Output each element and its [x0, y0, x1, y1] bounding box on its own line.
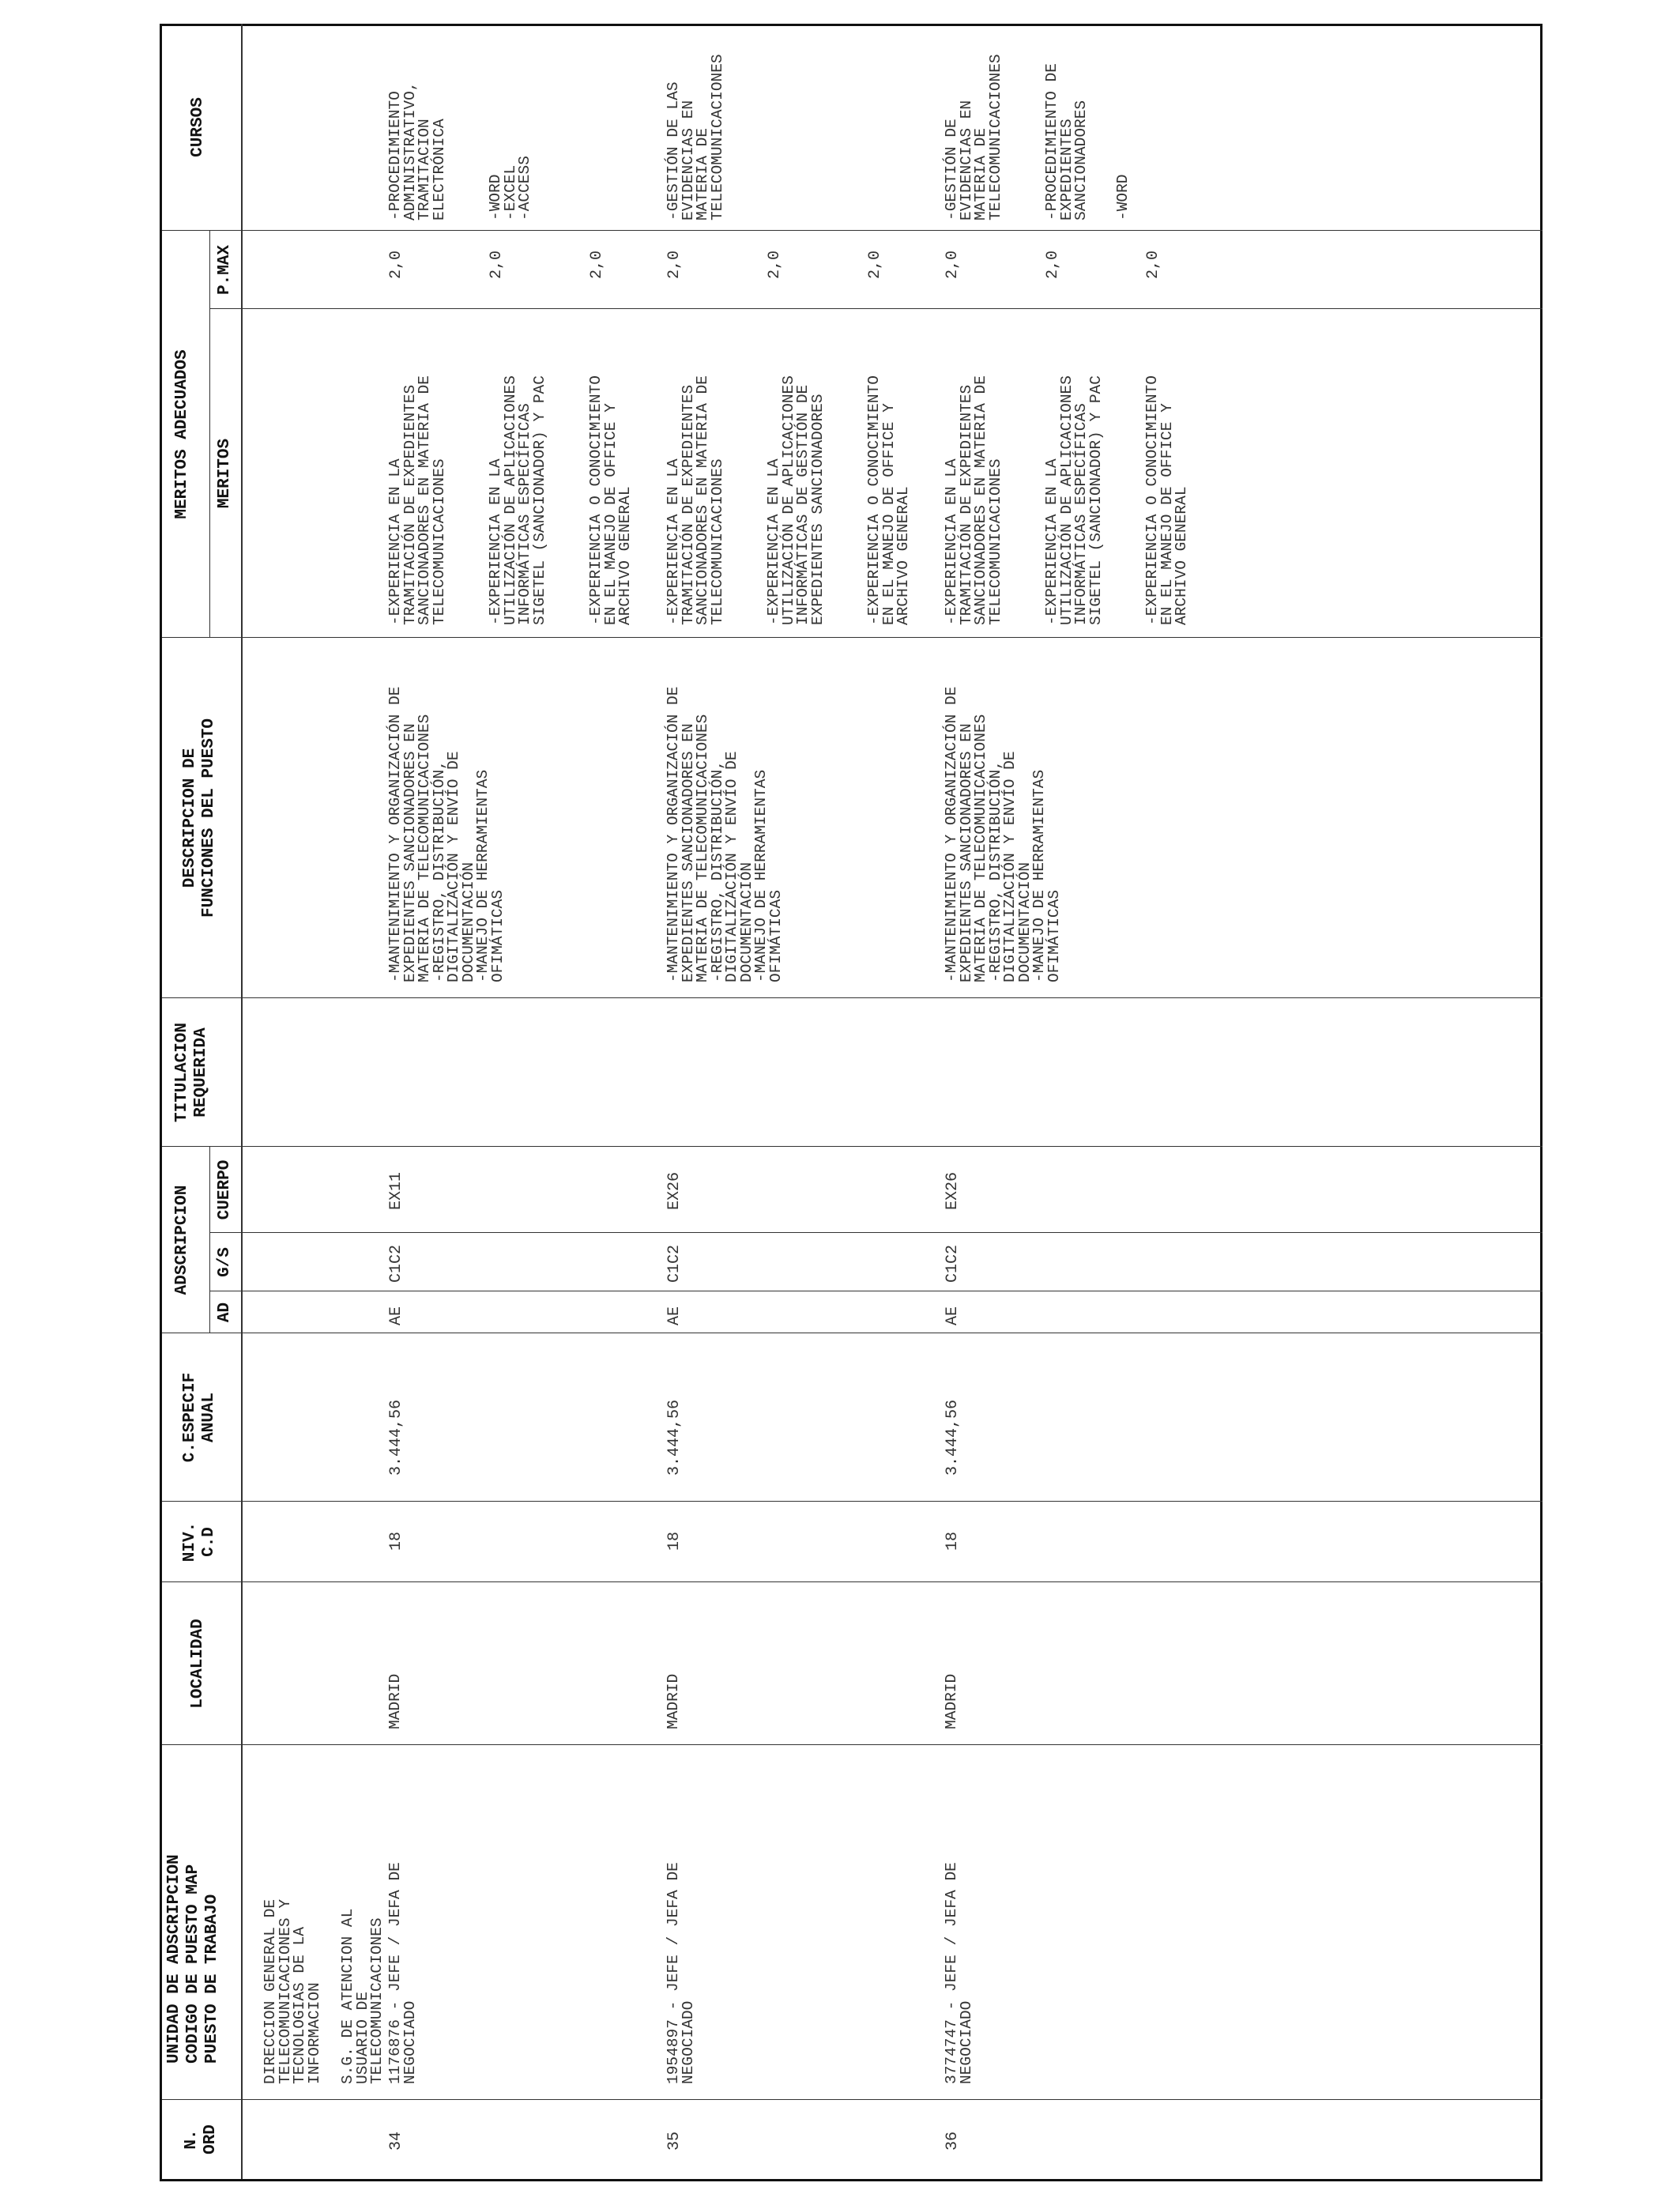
header-meritos: MERITOS — [216, 438, 234, 509]
col-line — [162, 997, 1543, 998]
adscripcion-cuerpo: EX26 — [944, 1171, 962, 1210]
adscripcion-cuerpo: EX11 — [387, 1171, 405, 1210]
descripcion-funciones: -MANTENIMIENTO Y ORGANIZACIÓN DE EXPEDIENTES SANCIONADORES EN MATERIA DE TELECOMUNICACIONES -REGISTRO, DISTRIBUCIÓN, DIGITALIZACIÓN Y ENVÍO DE DOCUMENTACIÓN -MANEJO DE HERRAMIENTAS OFIMÁTICAS — [943, 686, 1063, 982]
row-number: 36 — [944, 2131, 962, 2151]
merito-pmax: 2,0 — [866, 250, 884, 279]
merito: -EXPERIENCIA EN LA UTILIZACIÓN DE APLICACIONES INFORMÁTICAS DE GESTIÓN DE EXPEDIENTES SANCIONADORES — [765, 375, 827, 625]
adscripcion-ad: AE — [387, 1306, 405, 1325]
header-c-especif: C.ESPECIF ANUAL — [181, 1372, 218, 1463]
col-line — [209, 1232, 1543, 1233]
merito: -EXPERIENCIA EN LA UTILIZACIÓN DE APLICACIONES INFORMÁTICAS ESPECÍFICAS SIGETEL (SANCIONADOR) Y PAC — [487, 375, 548, 625]
especifico-anual: 3.444,56 — [665, 1399, 684, 1476]
merito-pmax: 2,0 — [766, 250, 784, 279]
header-ad: AD — [216, 1302, 234, 1323]
personnel-table — [160, 24, 1543, 2181]
merito: -EXPERIENCIA EN LA TRAMITACIÓN DE EXPEDIENTES SANCIONADORES EN MATERIA DE TELECOMUNICACIONES — [943, 375, 1004, 625]
merito: -EXPERIENCIA EN LA UTILIZACIÓN DE APLICACIONES INFORMÁTICAS ESPECÍFICAS SIGETEL (SANCIONADOR) Y PAC — [1043, 375, 1105, 625]
especifico-anual: 3.444,56 — [944, 1399, 962, 1476]
col-line — [209, 308, 1543, 309]
merito: -EXPERIENCIA O CONOCIMIENTO EN EL MANEJO DE OFFICE Y ARCHIVO GENERAL — [587, 375, 634, 625]
row-number: 35 — [665, 2131, 684, 2151]
adscripcion-gs: C1C2 — [944, 1244, 962, 1283]
col-line — [162, 2099, 1543, 2100]
puesto-trabajo: 3774747 - JEFE / JEFA DE NEGOCIADO — [943, 1862, 975, 2084]
adscripcion-split-line — [209, 1147, 210, 1333]
header-meritos-adecuados: MERITOS ADECUADOS — [173, 349, 191, 519]
adscripcion-ad: AE — [944, 1306, 962, 1325]
merito-pmax: 2,0 — [1044, 250, 1062, 279]
col-line — [162, 1501, 1543, 1502]
curso: -WORD -EXCEL -ACCESS — [487, 156, 533, 221]
curso: -WORD — [1114, 174, 1132, 221]
header-gs: G/S — [216, 1247, 234, 1277]
header-unidad: UNIDAD DE ADSCRIPCION CODIGO DE PUESTO MAP PUESTO DE TRABAJO — [165, 1854, 221, 2064]
col-line — [162, 1744, 1543, 1745]
merito-pmax: 2,0 — [387, 250, 405, 279]
merito-pmax: 2,0 — [665, 250, 684, 279]
merito: -EXPERIENCIA EN LA TRAMITACIÓN DE EXPEDIENTES SANCIONADORES EN MATERIA DE TELECOMUNICACIONES — [386, 375, 448, 625]
adscripcion-cuerpo: EX26 — [665, 1171, 684, 1210]
header-titulacion: TITULACION REQUERIDA — [173, 1022, 210, 1123]
localidad: MADRID — [665, 1673, 682, 1729]
descripcion-funciones: -MANTENIMIENTO Y ORGANIZACIÓN DE EXPEDIENTES SANCIONADORES EN MATERIA DE TELECOMUNICACIONES -REGISTRO, DISTRIBUCIÓN, DIGITALIZACIÓN Y ENVÍO DE DOCUMENTACIÓN -MANEJO DE HERRAMIENTAS OFIMÁTICAS — [386, 686, 507, 982]
curso: -PROCEDIMIENTO DE EXPEDIENTES SANCIONADORES — [1043, 63, 1090, 221]
merito: -EXPERIENCIA O CONOCIMIENTO EN EL MANEJO DE OFFICE Y ARCHIVO GENERAL — [1143, 375, 1190, 625]
col-line — [162, 1581, 1543, 1582]
merito-pmax: 2,0 — [944, 250, 962, 279]
header-descripcion: DESCRIPCION DE FUNCIONES DEL PUESTO — [181, 718, 218, 918]
puesto-trabajo: 1176876 - JEFE / JEFA DE NEGOCIADO — [386, 1862, 419, 2084]
localidad: MADRID — [386, 1673, 404, 1729]
especifico-anual: 3.444,56 — [387, 1399, 405, 1476]
merito-pmax: 2,0 — [488, 250, 506, 279]
header-n-ord: N. ORD — [183, 2124, 220, 2154]
header-bottom-line — [241, 24, 243, 2179]
nivel: 18 — [665, 1531, 684, 1551]
unit-direccion: DIRECCION GENERAL DE TELECOMUNICACIONES Y TECNOLOGIAS DE LA INFORMACION — [262, 1898, 323, 2084]
header-localidad: LOCALIDAD — [189, 1619, 207, 1709]
unit-subdireccion: S.G. DE ATENCION AL USUARIO DE TELECOMUNICACIONES — [339, 1908, 386, 2084]
row-number: 34 — [387, 2131, 405, 2151]
nivel: 18 — [944, 1531, 962, 1551]
adscripcion-ad: AE — [665, 1306, 684, 1325]
descripcion-funciones: -MANTENIMIENTO Y ORGANIZACIÓN DE EXPEDIENTES SANCIONADORES EN MATERIA DE TELECOMUNICACIONES -REGISTRO, DISTRIBUCIÓN, DIGITALIZACIÓN Y ENVÍO DE DOCUMENTACIÓN -MANEJO DE HERRAMIENTAS OFIMÁTICAS — [665, 686, 785, 982]
header-adscripcion: ADSCRIPCION — [173, 1185, 191, 1295]
col-line — [162, 1146, 1543, 1147]
curso: -GESTIÓN DE EVIDENCIAS EN MATERIA DE TELECOMUNICACIONES — [943, 54, 1004, 221]
header-cursos: CURSOS — [189, 97, 207, 157]
merito-pmax: 2,0 — [588, 250, 606, 279]
meritos-split-line — [209, 231, 210, 638]
adscripcion-gs: C1C2 — [387, 1244, 405, 1283]
col-line — [162, 637, 1543, 638]
header-niv: NIV. C.D — [181, 1521, 218, 1563]
header-cuerpo: CUERPO — [216, 1159, 234, 1220]
header-pmax: P.MAX — [216, 245, 234, 296]
adscripcion-gs: C1C2 — [665, 1244, 684, 1283]
nivel: 18 — [387, 1531, 405, 1551]
curso: -GESTIÓN DE LAS EVIDENCIAS EN MATERIA DE TELECOMUNICACIONES — [665, 54, 726, 221]
merito: -EXPERIENCIA O CONOCIMIENTO EN EL MANEJO DE OFFICE Y ARCHIVO GENERAL — [865, 375, 912, 625]
curso: -PROCEDIMIENTO ADMINISTRATIVO, TRAMITACION ELECTRÓNICA — [386, 81, 448, 221]
localidad: MADRID — [943, 1673, 960, 1729]
merito: -EXPERIENCIA EN LA TRAMITACIÓN DE EXPEDIENTES SANCIONADORES EN MATERIA DE TELECOMUNICACIONES — [665, 375, 726, 625]
puesto-trabajo: 1954897 - JEFE / JEFA DE NEGOCIADO — [665, 1862, 697, 2084]
merito-pmax: 2,0 — [1144, 250, 1162, 279]
col-line — [162, 230, 1543, 231]
